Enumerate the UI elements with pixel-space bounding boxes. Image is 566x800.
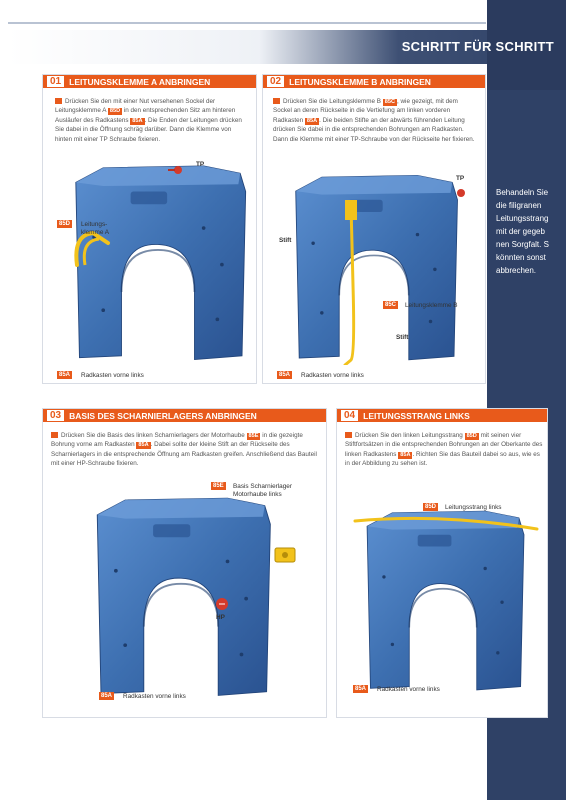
step-number: 01 (46, 75, 65, 88)
part-tag: 85E (248, 433, 259, 439)
sidebar-line: abbrechen. (496, 266, 537, 275)
part-name: Motorhaube links (233, 491, 282, 498)
step-card-02 (262, 74, 486, 384)
part-tag: 85C (385, 302, 397, 308)
sidebar-line: nen Sorgfalt. S (496, 240, 549, 249)
fender-illustration (63, 155, 253, 365)
part-tag: 85D (109, 108, 121, 115)
step-card-03 (42, 408, 327, 718)
bullet-icon (345, 432, 352, 438)
step-number: 03 (46, 409, 65, 422)
part-name: klemme A (81, 229, 110, 236)
part-tag: 85A (355, 686, 367, 692)
step-header (43, 75, 256, 88)
sidebar-line: mit der gegeb (496, 227, 545, 236)
hp-label: HP (216, 614, 225, 621)
step-title: LEITUNGSKLEMME A ANBRINGEN (69, 76, 211, 87)
part-name: Leitungsstrang links (445, 504, 502, 511)
step-header (263, 75, 485, 88)
fender-illustration (341, 501, 545, 695)
sidebar-line: könnten sonst (496, 253, 546, 262)
fender-illustration (265, 165, 483, 365)
part-name: Radkasten vorne links (301, 372, 364, 379)
tp-label: TP (196, 161, 205, 168)
step-card-01 (42, 74, 257, 384)
step-card-04 (336, 408, 548, 718)
step-header (337, 409, 547, 422)
part-tag: 85D (425, 504, 437, 510)
part-name: Basis Scharnierlager (233, 483, 292, 490)
part-tag: 85A (306, 117, 318, 124)
tp-label: TP (456, 175, 465, 182)
part-name: Leitungsklemme B (405, 302, 458, 309)
sidebar-line: Leitungsstrang (496, 214, 549, 223)
step-title: BASIS DES SCHARNIERLAGERS ANBRINGEN (69, 410, 257, 421)
top-rule (8, 22, 486, 24)
step-description: Drücken Sie die Leitungsklemme B 85C , wie gezeigt, mit dem Sockel an deren Rückseite in die Vertiefung am linken vorderen Radkasten 85A . Die beiden Stifte an der abwärts führenden Leitung drücken Sie dabei in die entsprechenden Bohrungen am Radkasten. Dann die Klemme mit einer TP-Schraube von der Rückseite her fixieren. (273, 98, 475, 143)
part-tag: 85E (213, 483, 224, 489)
part-tag: 85C (384, 99, 396, 105)
step-header (43, 409, 326, 422)
step-title: LEITUNGSKLEMME B ANBRINGEN (289, 76, 431, 87)
part-name: Radkasten vorne links (377, 686, 440, 693)
part-name: Radkasten vorne links (81, 372, 144, 379)
step-description: Drücken Sie den linken Leitungsstrang 85D mit seinen vier Stiftfortsätzen in die entsprechenden Bohrungen an der Oberkante des linken Radkastens 85A . Richten Sie das Bauteil dabei so aus, wie es in der Abbildung zu sehen ist. (345, 432, 543, 468)
sidebar-line: die filigranen (496, 201, 542, 210)
stift-label: Stift (396, 334, 409, 341)
part-tag: 85A (279, 372, 291, 378)
bullet-icon (55, 98, 62, 104)
sidebar-line: Behandeln Sie (496, 188, 549, 197)
part-name: Leitungs- (81, 221, 108, 228)
step-title: LEITUNGSSTRANG LINKS (363, 410, 470, 421)
bullet-icon (51, 432, 58, 438)
stift-label: Stift (279, 237, 292, 244)
part-tag: 85A (59, 372, 71, 378)
part-name: Radkasten vorne links (123, 693, 186, 700)
part-tag: 85A (132, 117, 143, 124)
tp-screw-icon (168, 165, 182, 175)
step-number: 02 (266, 75, 285, 88)
step-number: 04 (340, 409, 359, 422)
step-description: Drücken Sie die Basis des linken Scharnierlagers der Motorhaube 85E in die gezeigte Bohrung vorne am Radkasten 85A . Dabei sollte der kleine Stift an der Rückseite des Scharnierlagers in die entsprechende Öffnung am Radkasten greifen. Anschließend das Bauteil mit einer HP-Schraube fixieren. (51, 432, 317, 468)
tp-screw-icon (455, 187, 467, 199)
bullet-icon (273, 98, 280, 104)
hp-screw-icon (213, 595, 231, 613)
part-tag: 85A (101, 693, 113, 699)
sidebar-text (496, 186, 566, 277)
hinge-base-icon (273, 544, 297, 568)
page-title: SCHRITT FÜR SCHRITT (401, 39, 554, 54)
part-tag: 85D (59, 221, 71, 227)
fender-illustration (51, 487, 311, 701)
part-tag: 85D (466, 433, 477, 439)
step-description: Drücken Sie den mit einer Nut versehenen Sockel der Leitungsklemme A 85D in den entsprechenden Sitz am hinteren Ausläufer des Radkastens 85A . Die Enden der Leitungen drücken Sie dabei in die Öffnung schräg darüber. Dann die Klemme von hinten mit einer TP Schraube fixieren. (55, 98, 242, 143)
part-tag: 85A (400, 451, 411, 458)
part-tag: 85A (138, 442, 149, 449)
